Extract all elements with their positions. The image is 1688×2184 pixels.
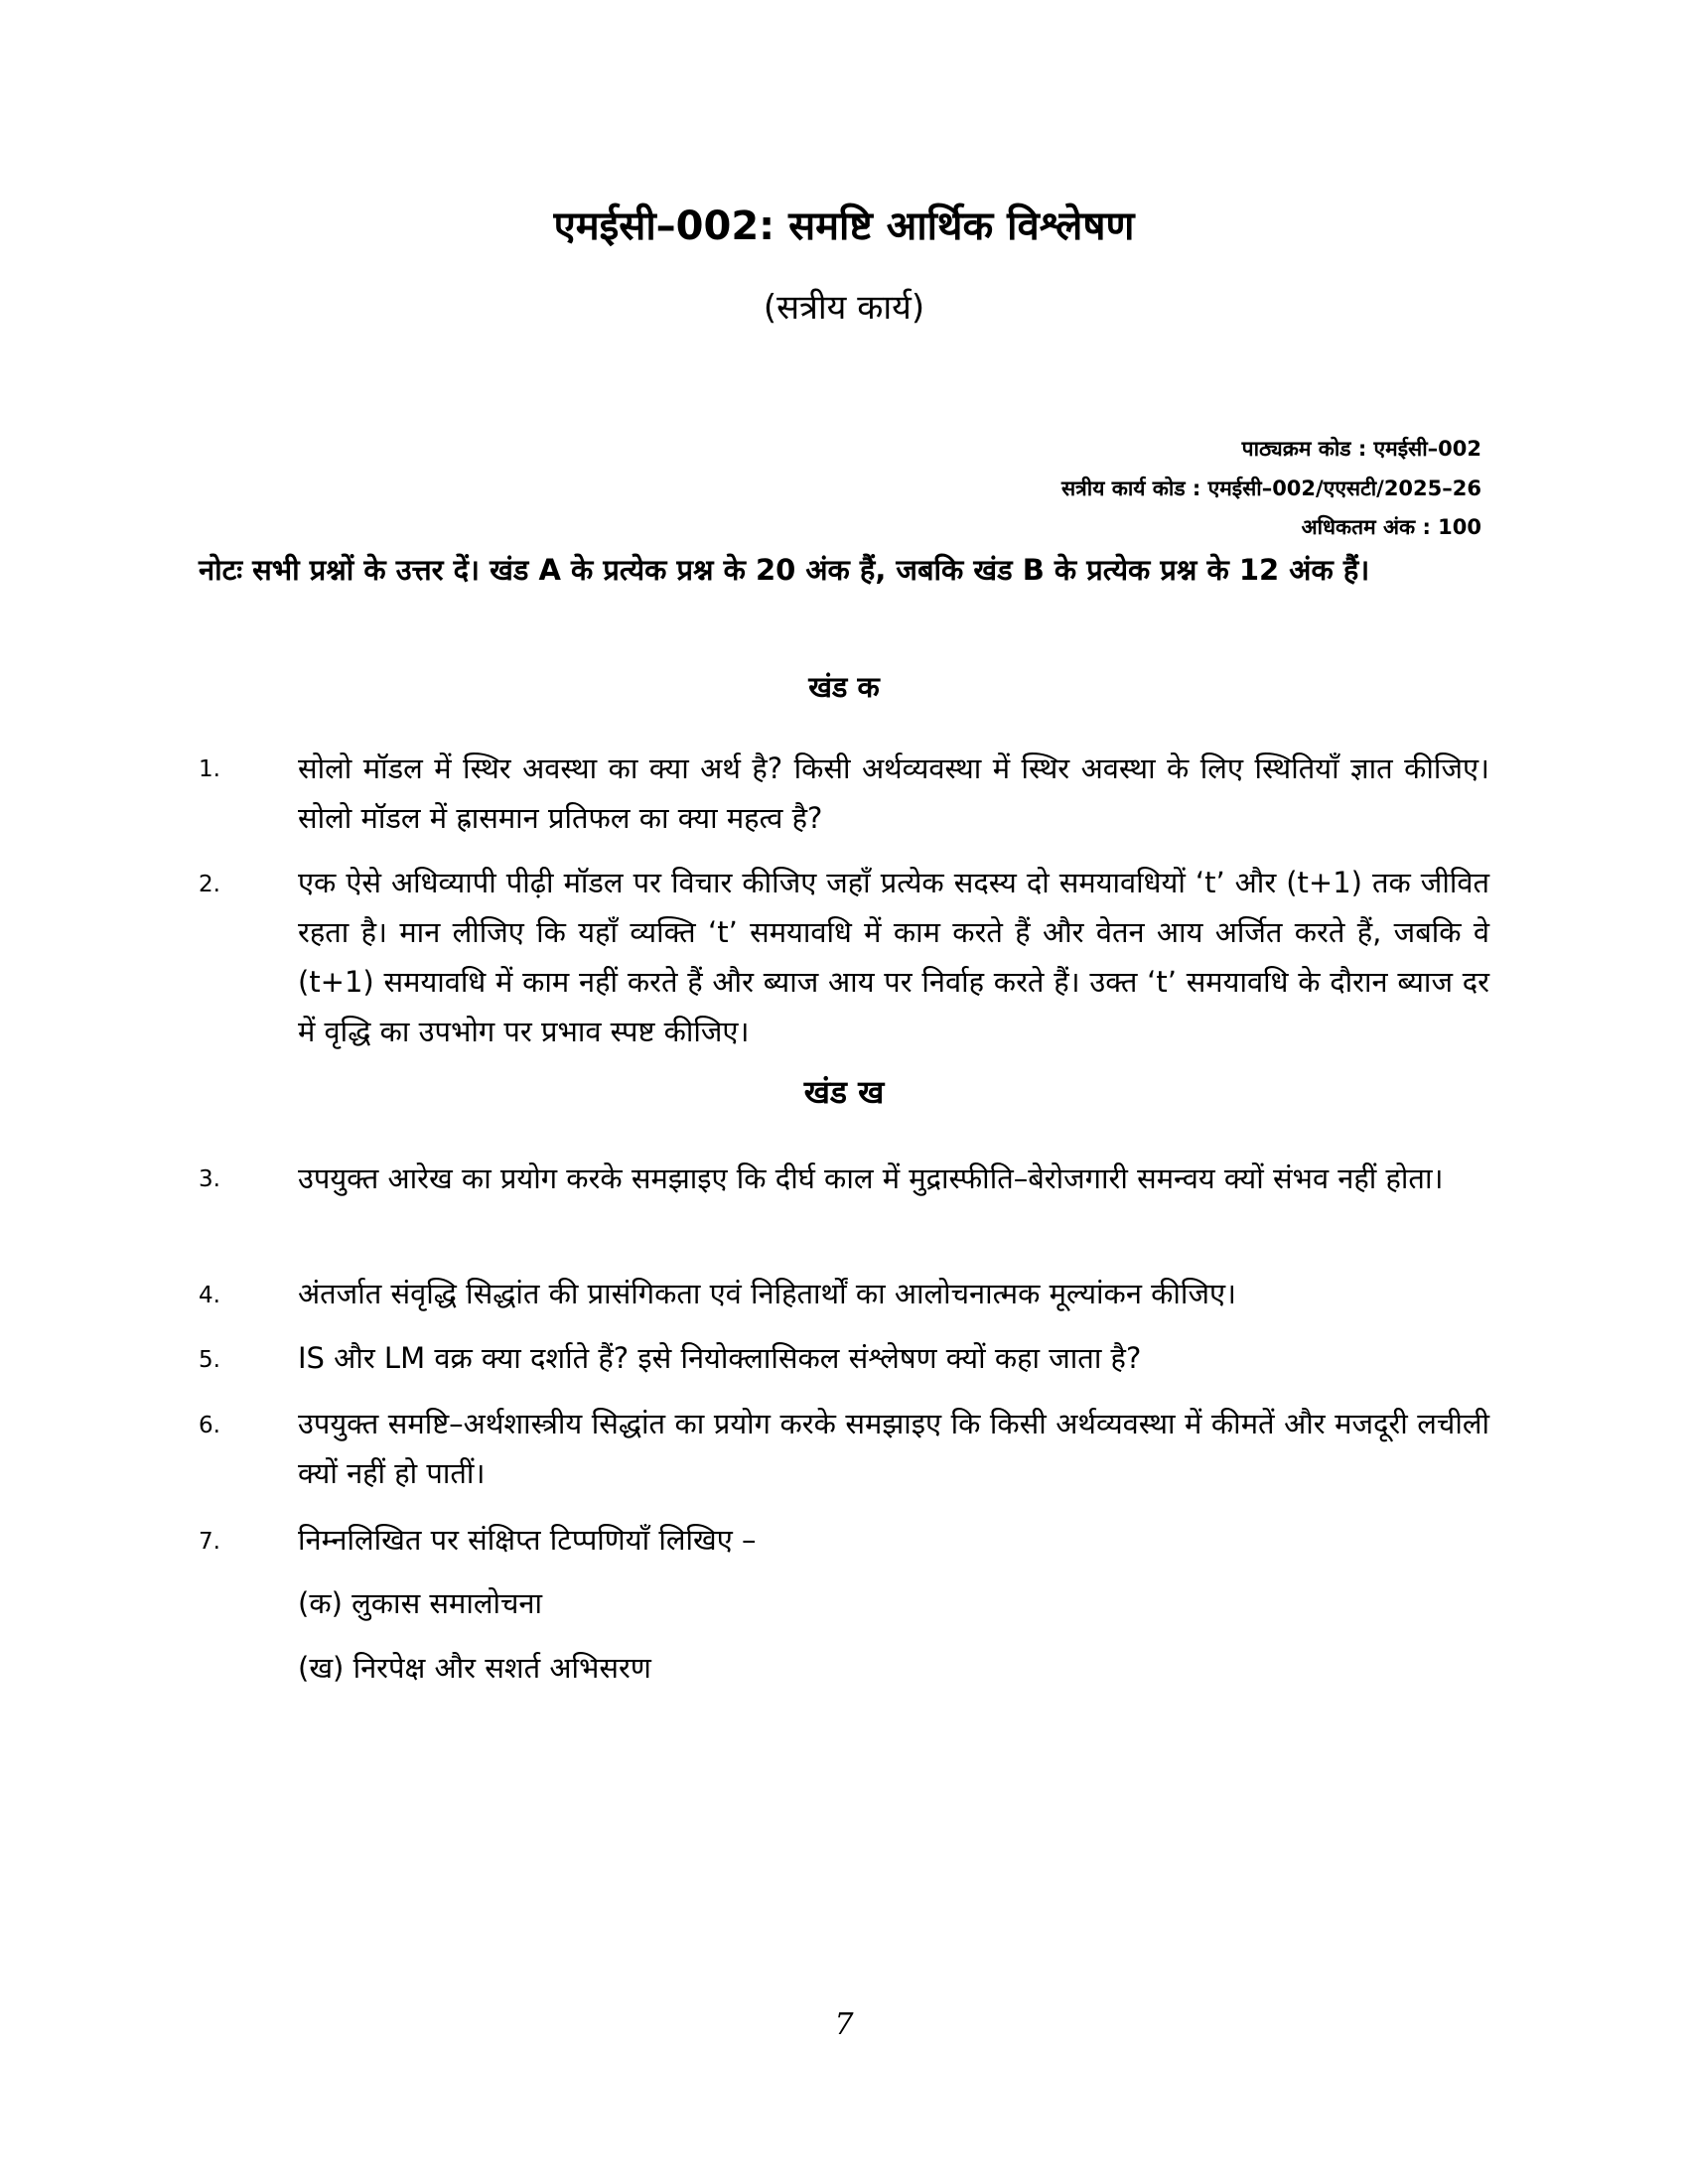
document-subtitle: (सत्रीय कार्य)	[763, 288, 925, 328]
question-number: 7.	[199, 1529, 220, 1555]
question-number: 2.	[199, 872, 220, 897]
sub-item: (क) लुकास समालोचना	[298, 1586, 543, 1620]
question-number: 1.	[199, 756, 220, 782]
question-number: 4.	[199, 1283, 220, 1308]
question-text: उपयुक्त समष्टि–अर्थशास्त्रीय सिद्धांत का प्रयोग करके समझाइए कि किसी अर्थव्यवस्था में कीमतें और मजदूरी लचीली क्यों नहीं हो पातीं।	[298, 1407, 1489, 1490]
question-text: उपयुक्त आरेख का प्रयोग करके समझाइए कि दीर्घ काल में मुद्रास्फीति–बेरोजगारी समन्वय क्यों संभव नहीं होता।	[298, 1161, 1444, 1195]
question-text: अंतर्जात संवृद्धि सिद्धांत की प्रासंगिकता एवं निहितार्थों का आलोचनात्मक मूल्यांकन कीजिए।	[298, 1277, 1236, 1310]
question-text: सोलो मॉडल में स्थिर अवस्था का क्या अर्थ है? किसी अर्थव्यवस्था में स्थिर अवस्था के लिए स्थितियाँ ज्ञात कीजिए। सोलो मॉडल में ह्रासमान प्रतिफल का क्या महत्व है?	[298, 751, 1489, 835]
page-number: 7	[834, 2007, 854, 2042]
sub-item: (ख) निरपेक्ष और सशर्त अभिसरण	[298, 1651, 651, 1685]
question-text: IS और LM वक्र क्या दर्शाते हैं? इसे नियोक्लासिकल संश्लेषण क्यों कहा जाता है?	[298, 1341, 1142, 1375]
question-text: एक ऐसे अधिव्यापी पीढ़ी मॉडल पर विचार कीजिए जहाँ प्रत्येक सदस्य दो समयावधियों ‘t’ और (t+1) तक जीवित रहता है। मान लीजिए कि यहाँ व्यक्ति ‘t’ समयावधि में काम करते हैं और वेतन आय अर्जित करते हैं, जबकि वे (t+1) समयावधि में काम नहीं करते हैं और ब्याज आय पर निर्वाह करते हैं। उक्त ‘t’ समयावधि के दौरान ब्याज दर में वृद्धि का उपभोग पर प्रभाव स्पष्ट कीजिए।	[298, 866, 1489, 1048]
question-text: निम्नलिखित पर संक्षिप्त टिप्पणियाँ लिखिए –	[298, 1523, 757, 1557]
question-number: 3.	[199, 1166, 220, 1192]
instructions-note: नोटः सभी प्रश्नों के उत्तर दें। खंड A के प्रत्येक प्रश्न के 20 अंक हैं, जबकि खंड B के प्रत्येक प्रश्न के 12 अंक हैं।	[199, 553, 1370, 587]
max-marks: अधिकतम अंक : 100	[1301, 515, 1481, 539]
section-b-heading: खंड ख	[803, 1073, 885, 1111]
question-number: 5.	[199, 1347, 220, 1373]
assignment-code: सत्रीय कार्य कोड : एमईसी–002/एएसटी/2025–26	[1060, 477, 1481, 500]
course-code: पाठ्यक्रम कोड : एमईसी–002	[1241, 437, 1481, 461]
document-title: एमईसी–002: समष्टि आर्थिक विश्लेषण	[553, 204, 1135, 249]
section-a-heading: खंड क	[808, 670, 880, 704]
question-number: 6.	[199, 1413, 220, 1438]
